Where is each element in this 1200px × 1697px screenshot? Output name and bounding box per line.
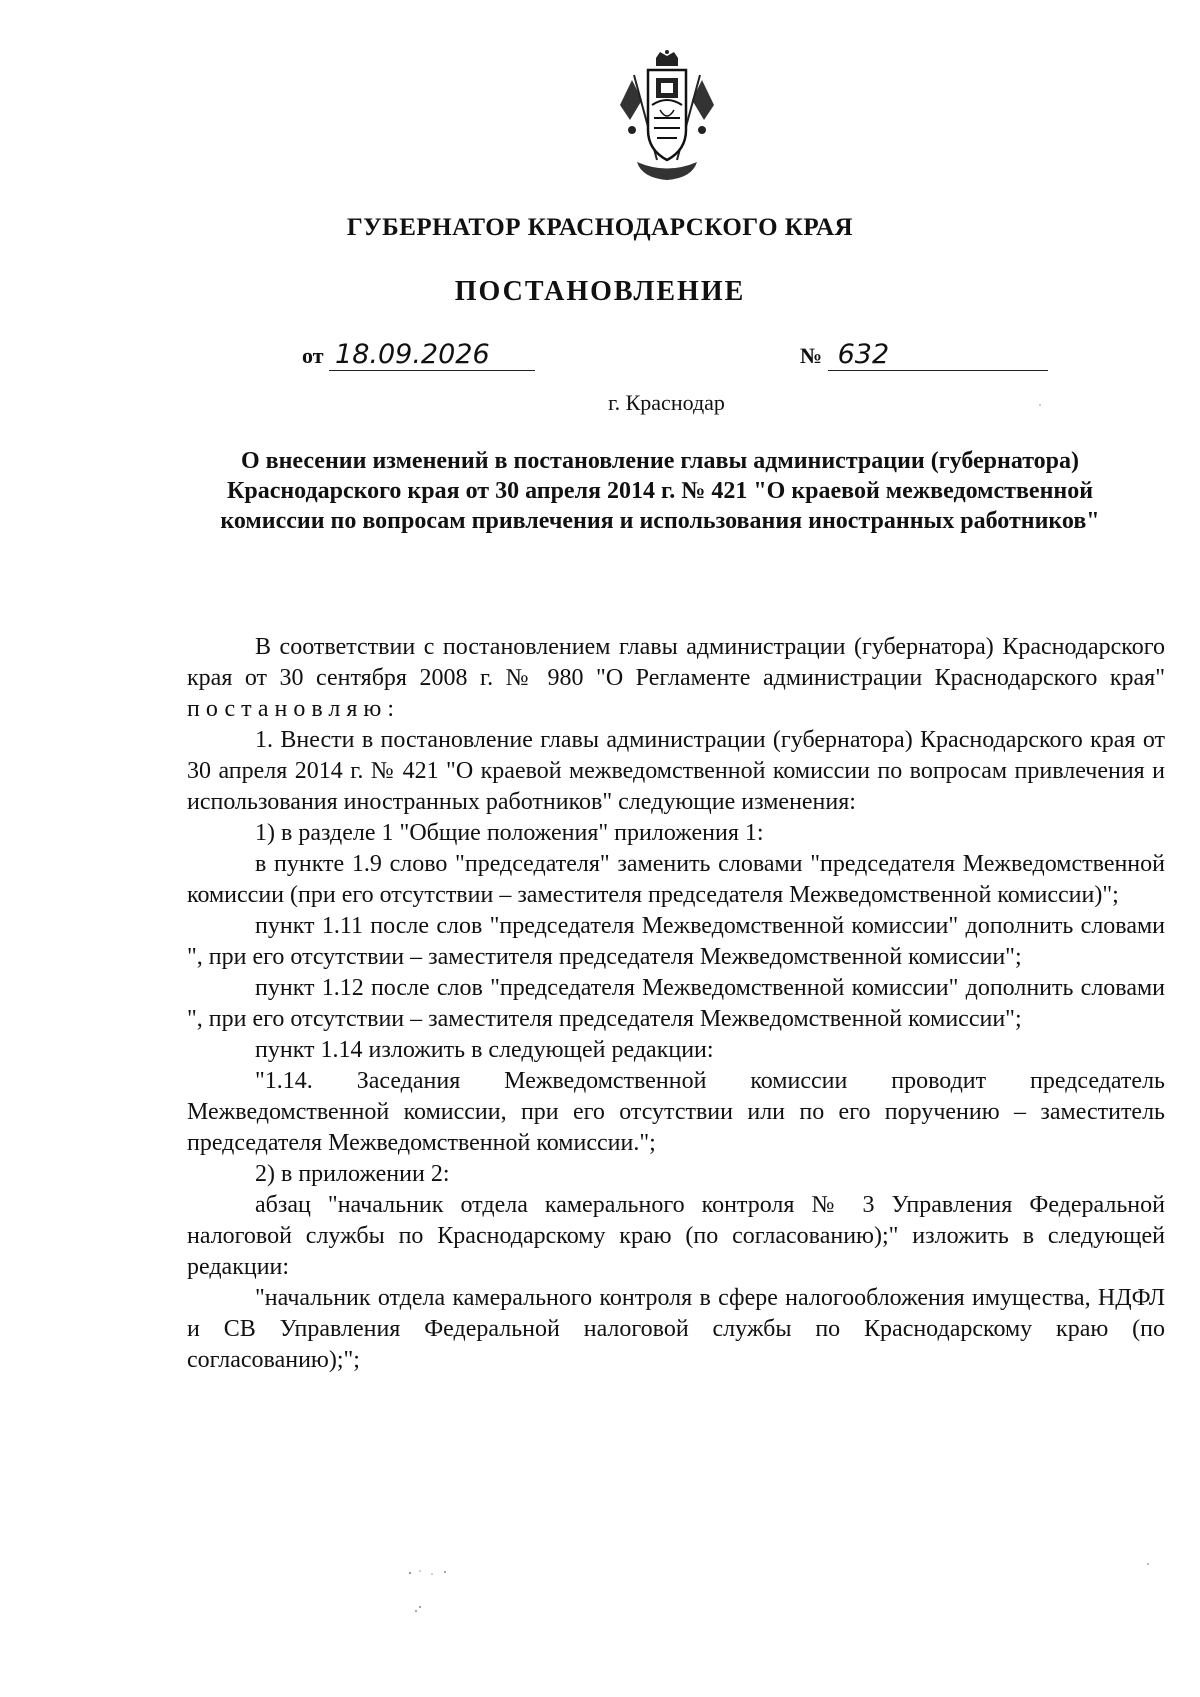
- intro-paragraph: [187, 632, 1165, 725]
- paragraph-1-1-d: пункт 1.14 изложить в следующей редакции:: [255, 1037, 714, 1063]
- date-line: [302, 340, 535, 371]
- intro-text: В соответствии с постановлением главы администрации (губернатора) Краснодарского края от 30 сентября 2008 г. № 980 "О Регламенте администрации Краснодарского края": [187, 634, 1165, 691]
- decree-word: постановляю:: [187, 696, 400, 722]
- coat-of-arms-icon: [612, 50, 722, 185]
- city-label: г. Краснодар: [608, 390, 725, 415]
- paragraph-1-2-a: абзац "начальник отдела камерального контроля № 3 Управления Федеральной налоговой службы по Краснодарскому краю (по согласованию);" изложить в следующей редакции:: [187, 1192, 1165, 1280]
- document-type: ПОСТАНОВЛЕНИЕ: [454, 276, 746, 307]
- paragraph-1-1: 1) в разделе 1 "Общие положения" приложения 1:: [255, 820, 764, 846]
- number-line: [800, 340, 1048, 371]
- number-prefix: №: [800, 343, 823, 368]
- document-body: [187, 632, 1165, 1376]
- paragraph-1-2: 2) в приложении 2:: [255, 1161, 450, 1187]
- paragraph-1-1-c: пункт 1.12 после слов "председателя Межведомственной комиссии" дополнить словами ", при его отсутствии – заместителя председателя Межведомственной комиссии";: [187, 975, 1165, 1032]
- paragraph-1-1-a: в пункте 1.9 слово "председателя" заменить словами "председателя Межведомственной комиссии (при его отсутствии – заместителя председателя Межведомственной комиссии)";: [187, 851, 1165, 908]
- paragraph-1: 1. Внести в постановление главы администрации (губернатора) Краснодарского края от 30 апреля 2014 г. № 421 "О краевой межведомственной комиссии по вопросам привлечения и использования иностранных работников" следующие изменения:: [187, 727, 1165, 815]
- date-value: 18.09.2026: [329, 340, 535, 371]
- paragraph-1-1-e: "1.14. Заседания Межведомственной комиссии проводит председатель Межведомственной комиссии, при его отсутствии или по его поручению – заместитель председателя Межведомственной комиссии.";: [187, 1068, 1165, 1156]
- issuer-title: ГУБЕРНАТОР КРАСНОДАРСКОГО КРАЯ: [346, 214, 854, 241]
- document-title: О внесении изменений в постановление главы администрации (губернатора) Краснодарского края от 30 апреля 2014 г. № 421 "О краевой межведомственной комиссии по вопросам привлечения и использования иностранных работников": [220, 448, 1100, 534]
- number-value: 632: [828, 340, 1048, 371]
- date-prefix: от: [302, 343, 324, 368]
- paragraph-1-2-b: "начальник отдела камерального контроля в сфере налогообложения имущества, НДФЛ и СВ Управления Федеральной налоговой службы по Краснодарскому краю (по согласованию);";: [187, 1285, 1165, 1373]
- paragraph-1-1-b: пункт 1.11 после слов "председателя Межведомственной комиссии" дополнить словами ", при его отсутствии – заместителя председателя Межведомственной комиссии";: [187, 913, 1165, 970]
